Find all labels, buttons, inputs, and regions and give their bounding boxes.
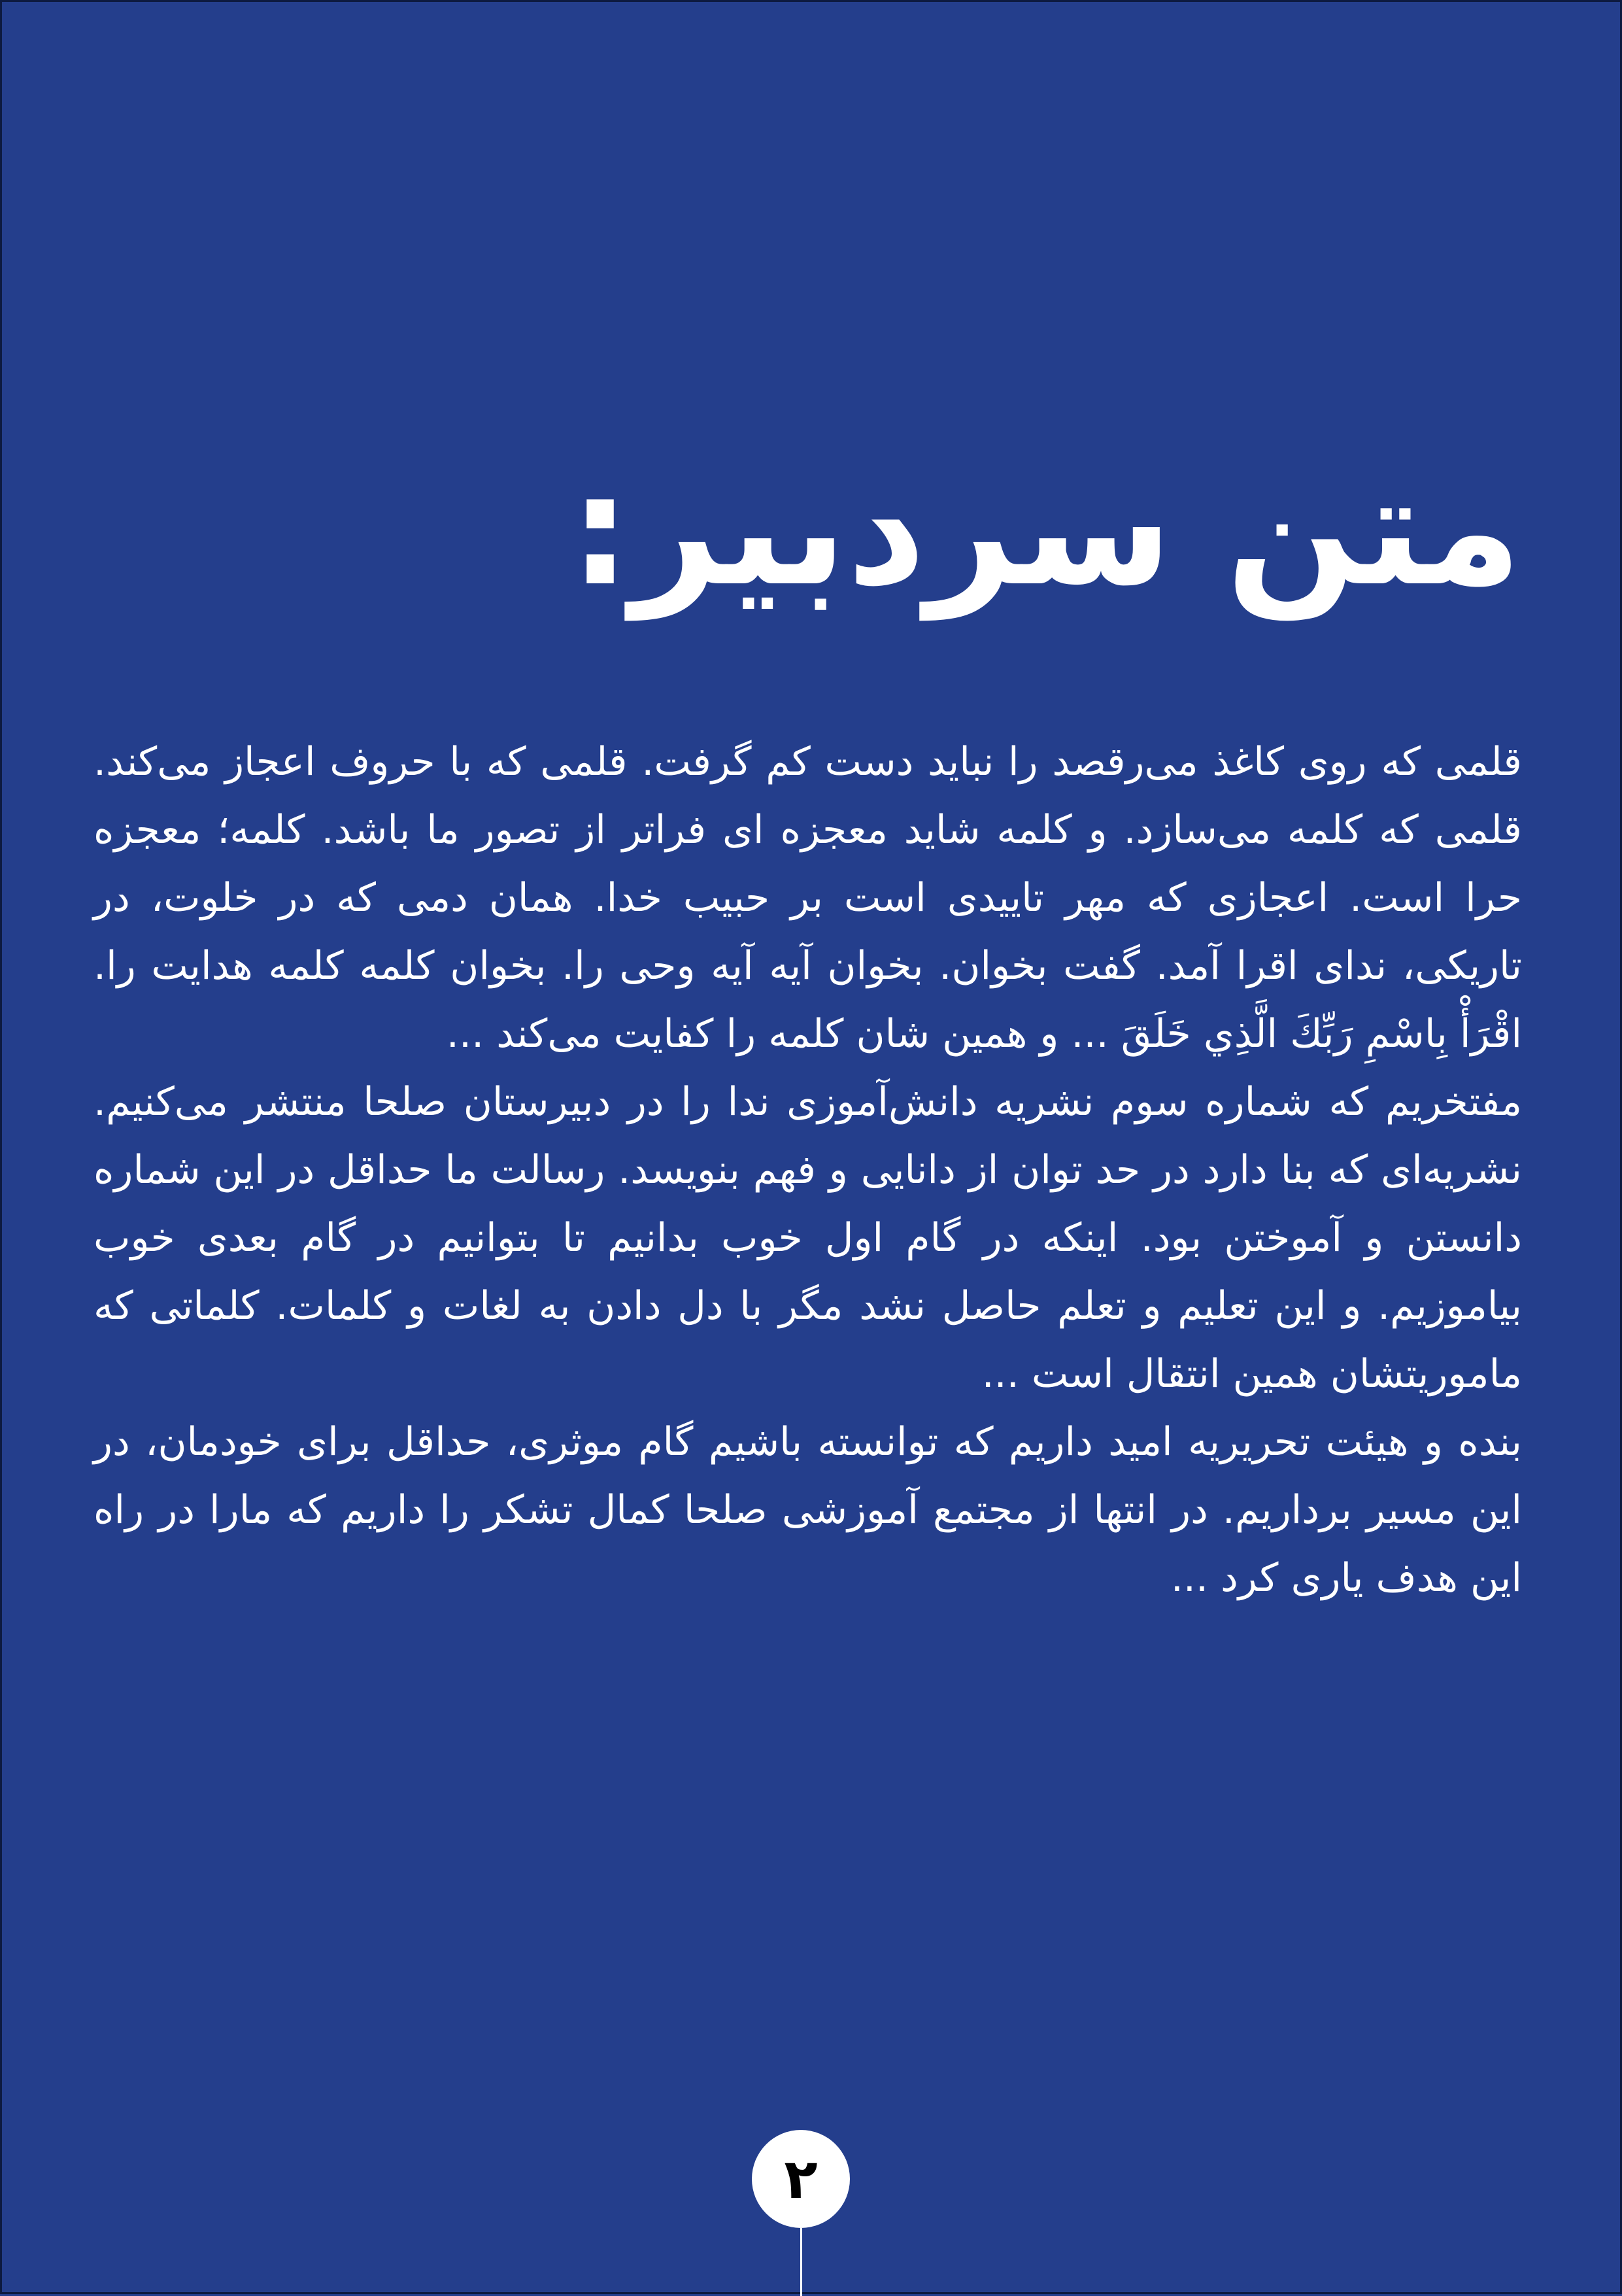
paragraph-2: مفتخریم که شماره سوم نشریه دانش‌آموزی ندا را در دبیرستان صلحا منتشر می‌کنیم. نشریه‌ای که بنا دارد در حد توان از دانایی و فهم بنویسد. رسالت ما حداقل در این شماره دانستن و آموختن بود. اینکه در گام اول خوب بدانیم تا بتوانیم در گام بعدی خوب بیاموزیم. و این تعلیم و تعلم حاصل نشد مگر با دل دادن به لغات و کلمات. کلماتی که ماموریتشان همین انتقال است ... [93, 1079, 1522, 1397]
page-title: متن سردبیر: [569, 441, 1522, 620]
editorial-body [93, 728, 1522, 1612]
paragraph-3: بنده و هیئت تحریریه امید داریم که توانسته باشیم گام موثری، حداقل برای خودمان، در این مسیر برداریم. در انتها از مجتمع آموزشی صلحا کمال تشکر را داریم که مارا در راه این هدف یاری کرد ... [93, 1419, 1522, 1601]
page-number-divider-line [800, 2228, 802, 2296]
page-number-badge [752, 2130, 850, 2228]
paragraph-1: قلمی که روی کاغذ می‌رقصد را نباید دست کم گرفت. قلمی که با حروف اعجاز می‌کند. قلمی که کلمه می‌سازد. و کلمه شاید معجزه ای فراتر از تصور ما باشد. کلمه؛ معجزه حرا است. اعجازی که مهر تاییدی است بر حبیب خدا. همان دمی که در خلوت، در تاریکی، ندای اقرا آمد. گفت بخوان. بخوان آیه آیه وحی را. بخوان کلمه کلمه هدایت را. اقْرَأْ بِاسْمِ رَبِّكَ الَّذِي خَلَقَ ... و همین شان کلمه را کفایت می‌کند ... [93, 739, 1522, 1057]
page-number: ۲ [784, 2147, 818, 2211]
